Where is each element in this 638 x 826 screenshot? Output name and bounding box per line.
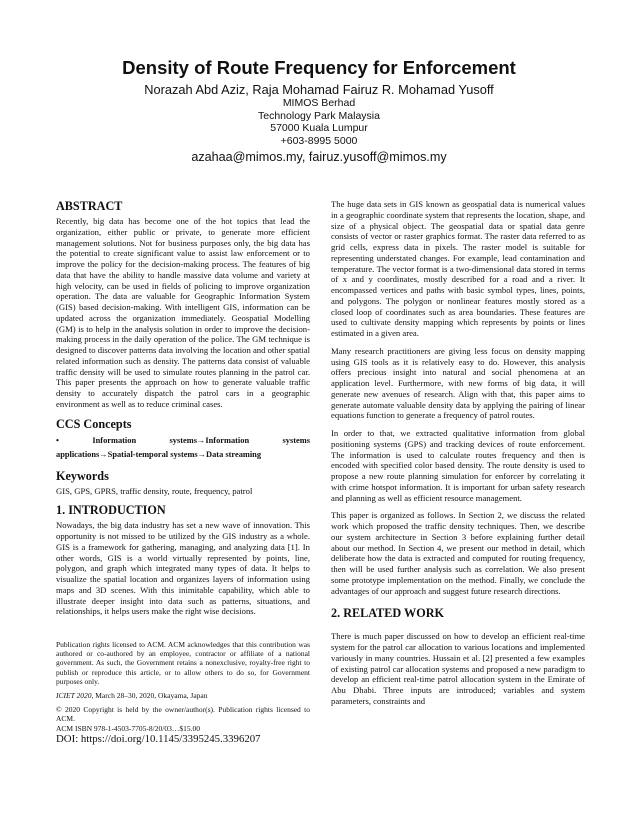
author-names: Norazah Abd Aziz, Raja Mohamad Fairuz R. Mohamad Yusoff [144,82,494,97]
right-column [331,199,585,707]
introduction-heading: 1. INTRODUCTION [56,503,166,518]
body-paragraph: This paper is organized as follows. In Section 2, we discuss the related work which proposed the traffic density techniques. Then, we describe our system architecture in Section 3 before explaining further detail about our method. In Section 4, we present our method in detail, which deliberate how the data is extracted and computed for routing frequency, then will be used further analysis such as correlation. We also present some prototype implementation on the method. Finally, we conclude the advantages of our approach and suggest future research directions. [331,510,585,596]
conference-name: ICIET 2020, [56,691,94,701]
paper-title: Density of Route Frequency for Enforcement [122,57,516,78]
affiliation-line: 57000 Kuala Lumpur [270,122,368,134]
ccs-line: applications→Spatial-temporal systems→Data streaming [56,449,262,459]
keywords-heading: Keywords [56,468,109,483]
conference-details: March 28–30, 2020, Okayama, Japan [93,691,208,701]
abstract-heading: ABSTRACT [56,199,123,213]
ccs-heading: CCS Concepts [56,416,132,431]
affiliation-line: Technology Park Malaysia [258,109,380,122]
conference-info [56,691,310,700]
abstract-text: Recently, big data has become one of the hot topics that lead the organization, either public or private, to generate more efficient management solutions. Not for business purposes only, the big data has the potential to create significant value to assist law enforcement or to improve the policy for the decision-making process. The features of big data that have the ability to handle massive data volume and variety at high velocity, can be used in fields of policing to improve organization operation. The data are valuable for Geographic Information System (GIS) based decision-making. With intelligent GIS, information can be updated across the organization immediately. Geospatial Modelling (GM) is to help in the analysis solution in order to improve the decision-making process in the daily operation of the police. The GM technique is designed to discover patterns data involving the location and other spatial related information such as density. The patterns data consist of valuable traffic density will be used to simulate routes planning in the patrol car. This paper presents the approach on how to generate valuable traffic density to accurately dispatch the patrol cars in a geographic environment as well as to reduce criminal cases. [56,216,310,409]
doi-link[interactable]: DOI: https://doi.org/10.1145/3395245.3396207 [56,732,261,745]
acm-footer [56,640,310,746]
related-work-heading: 2. RELATED WORK [331,606,444,621]
copyright-notice: © 2020 Copyright is held by the owner/author(s). Publication rights licensed to ACM. [56,705,310,724]
author-emails: azahaa@mimos.my, fairuz.yusoff@mimos.my [191,150,447,164]
left-column [56,199,310,617]
introduction-text: Nowadays, the big data industry has set a new wave of innovation. This opportunity is not missed to be utilized by the GIS industry as a whole. GIS is a framework for gathering, managing, and analyzing data [1]. In other words, GIS is a world virtually represented by points, line, polygon, and graph which integrated many types of data. It helps to visualize the spatial location and organizes layers of information using maps and 3D scenes. With this inimitable capability, which able to illustrate deeper insight into data such as patterns, situations, and relationships, it helps users make the right wise decisions. [56,520,310,617]
body-paragraph: Many research practitioners are giving less focus on density mapping using GIS tools as it is relatively easy to do. However, this analysis offers precious insight into natural and social phenomena at an application level. Furthermore, with new forms of big data, it will generate new avenues of research. Align with that, this paper aims to generate automate valuable density data by applying the pairing of linear equations function to generate a frequency of patrol routes. [331,345,585,421]
keywords-text: GIS, GPS, GPRS, traffic density, route, frequency, patrol [56,485,253,496]
body-paragraph: In order to that, we extracted qualitative information from global positioning systems (GPS) and tracking devices of route enforcement. The information is used to calculate routes frequency and then is encoded with specified color based density. The route density is used to propose a new route planning simulation for enforcer by correlating it with crime hotspot information. It is important for urban safety research and planning as well as efficient resource management. [331,428,585,503]
affiliation-line: MIMOS Berhad [282,97,356,109]
body-paragraph: The huge data sets in GIS known as geospatial data is numerical values in a geographic coordinate system that represents the location, shape, and size of a physical object. The geospatial data or spatial data genre consists of vector or raster graphics format. The raster data referred to as grid cells, express data in pixels. The raster model is suitable for representing understated changes. For example, lead contamination and temperature. The vector format is a two-dimensional data stored in terms of x and y coordinates, mostly described for a road and a river. It encompassed vertices and paths with basic symbol types, lines, points, and polygons. The polygon or nonlinear features mostly stored as a closed loop of coordinates such as area boundaries. These features are used to cultivate density mapping which represents by points or lines estimated in a given area. [331,199,585,338]
isbn: ACM ISBN 978-1-4503-7705-8/20/03…$15.00 [56,723,200,733]
affiliation-line: +603-8995 5000 [280,134,358,147]
license-notice: Publication rights licensed to ACM. ACM acknowledges that this contribution was authored or co-authored by an employee, contractor or affiliate of a national government. As such, the Government retains a nonexclusive, royalty-free right to publish or reproduce this article, or to allow others to do so, for Government purposes only. [56,640,310,686]
ccs-line: • Information systems→Information systems [56,435,310,445]
body-paragraph: There is much paper discussed on how to develop an efficient real-time system for the patrol car allocation to various locations and implemented variously in many countries. Hussain et al. [2] presented a few examples of existing patrol car allocation systems and proposed a new paradigm to develop an efficient real-time patrol allocation system in the Emirate of Abu Dhabi. Three inputs are introduced; variables and system parameters, constraints and [331,631,585,706]
